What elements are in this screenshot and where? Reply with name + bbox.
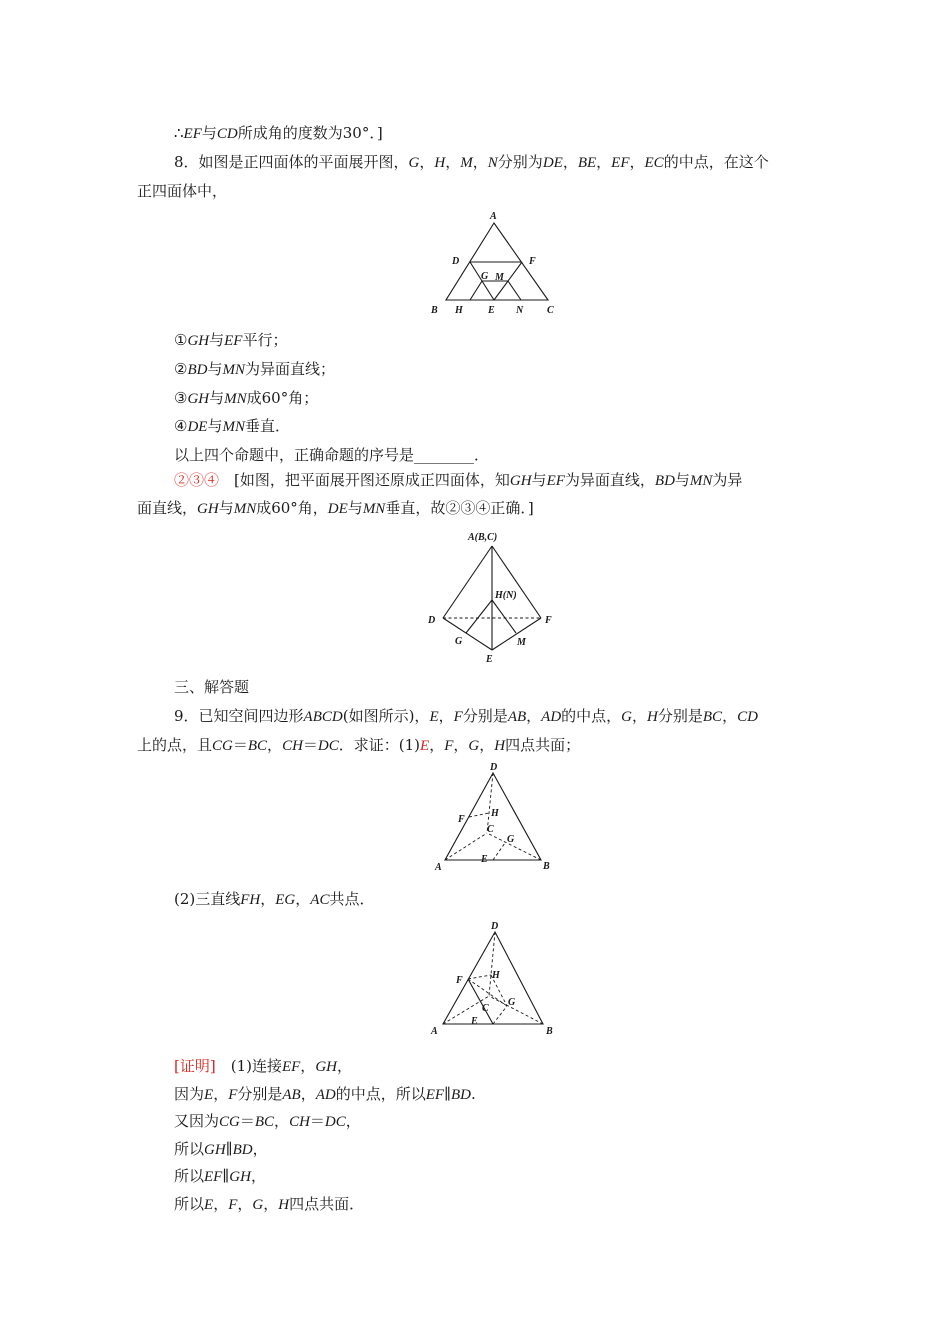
text-line xyxy=(174,330,287,351)
text-run: 所以 xyxy=(174,1140,205,1158)
text-run: ， xyxy=(237,1195,253,1213)
math-symbol: H xyxy=(647,709,658,725)
math-symbol: EG xyxy=(275,892,296,908)
text-run: ， xyxy=(252,1140,268,1158)
text-run: 正四面体中， xyxy=(137,182,228,200)
text-line xyxy=(174,445,489,465)
math-symbol: BE xyxy=(577,155,597,171)
quad1-label-h: H xyxy=(491,808,499,819)
quad2-label-e: E xyxy=(471,1016,478,1027)
text-run: ∥ xyxy=(222,1167,230,1185)
math-symbol: F xyxy=(453,709,463,725)
tetra-edge-af xyxy=(492,546,541,618)
math-symbol: EF xyxy=(425,1087,445,1103)
math-symbol: DC xyxy=(324,1114,346,1130)
math-symbol: M xyxy=(460,155,473,171)
text-run: ， xyxy=(562,153,578,171)
math-symbol: AB xyxy=(507,709,527,725)
text-run: 又因为 xyxy=(174,1112,220,1130)
math-symbol: AD xyxy=(541,709,562,725)
math-symbol: G xyxy=(252,1197,264,1213)
math-symbol: G xyxy=(468,738,480,754)
quad1-edge-fh xyxy=(469,813,489,817)
answer-mark: ②③④ xyxy=(174,471,220,489)
math-symbol: E xyxy=(204,1087,214,1103)
quad2-label-a: A xyxy=(431,1026,438,1037)
text-line xyxy=(174,677,249,697)
math-symbol: MN xyxy=(233,501,257,517)
text-line xyxy=(174,1056,352,1077)
text-run: ， xyxy=(300,1085,316,1103)
math-symbol: GH xyxy=(197,501,219,517)
quad1-label-e: E xyxy=(481,854,488,865)
math-symbol: AD xyxy=(315,1087,336,1103)
text-run: 的中点， xyxy=(561,707,622,725)
text-run: 四点共面． xyxy=(289,1195,365,1213)
text-run: ， xyxy=(419,153,435,171)
text-run: . xyxy=(471,1085,476,1103)
text-run: 成60°角； xyxy=(246,389,319,407)
net-label-a: A xyxy=(490,211,497,222)
text-run: ∴ xyxy=(174,124,184,142)
math-symbol: DE xyxy=(187,419,208,435)
math-symbol: CD xyxy=(737,709,758,725)
net-label-h: H xyxy=(455,305,463,316)
text-run: ， xyxy=(445,153,461,171)
text-run: 分别是 xyxy=(462,707,508,725)
text-run: 所成角的度数为30°．] xyxy=(237,124,383,142)
quad2-edge-fg xyxy=(468,979,507,1006)
tetra-edge-hg xyxy=(466,600,492,633)
text-run: ， xyxy=(453,736,469,754)
math-symbol: DE xyxy=(542,155,563,171)
quad2-label-c: C xyxy=(482,1003,489,1014)
net-label-e: E xyxy=(488,305,495,316)
tetra-edge-hm xyxy=(492,600,516,633)
text-run: 与 xyxy=(207,417,223,435)
text-run: ∥ xyxy=(225,1140,233,1158)
text-run: 所以 xyxy=(174,1167,205,1185)
text-run: ＝ xyxy=(302,736,318,754)
quad2-edge-bc xyxy=(489,996,543,1024)
text-run: ∥ xyxy=(444,1085,452,1103)
math-symbol: CD xyxy=(216,126,238,142)
text-run: ， xyxy=(632,707,648,725)
text-run: ③ xyxy=(174,389,188,407)
text-run: 为异面直线， xyxy=(564,471,655,489)
math-symbol: GH xyxy=(315,1059,337,1075)
text-run: 分别是 xyxy=(657,707,703,725)
net-label-b: B xyxy=(431,305,438,316)
text-run: ＝ xyxy=(232,736,248,754)
text-run: ， xyxy=(274,1112,290,1130)
text-run: [如图，把平面展开图还原成正四面体，知 xyxy=(219,471,510,489)
text-run: ， xyxy=(213,1085,229,1103)
text-line xyxy=(174,1166,266,1187)
tetra-label-h: H(N) xyxy=(495,590,517,601)
text-line xyxy=(137,735,580,756)
tetra-label-d: D xyxy=(428,615,436,626)
quad1-label-b: B xyxy=(543,861,550,872)
math-symbol: MN xyxy=(224,391,247,407)
quad1-label-a: A xyxy=(435,862,442,873)
text-run: ， xyxy=(336,1057,352,1075)
quad1-edge-eg xyxy=(493,843,505,860)
math-symbol: EF xyxy=(546,473,565,489)
text-run: (如图所示)， xyxy=(342,707,430,725)
text-run: ， xyxy=(263,1195,279,1213)
text-run: ， xyxy=(213,1195,229,1213)
math-symbol: BD xyxy=(187,362,208,378)
math-symbol: AB xyxy=(282,1087,301,1103)
math-symbol: BC xyxy=(702,709,723,725)
quad2-label-b: B xyxy=(546,1026,553,1037)
math-symbol: CG xyxy=(219,1114,240,1130)
net-label-m: M xyxy=(495,272,504,283)
quad2-label-f: F xyxy=(456,975,463,986)
math-symbol: G xyxy=(621,709,633,725)
text-run: ， xyxy=(438,707,454,725)
text-run: ＝ xyxy=(309,1112,325,1130)
text-run: (2)三直线 xyxy=(174,890,241,908)
quad2-label-d: D xyxy=(491,921,499,932)
text-run: 与 xyxy=(218,499,234,517)
text-run: ， xyxy=(295,890,311,908)
math-symbol: E xyxy=(429,709,439,725)
math-symbol: H xyxy=(494,738,506,754)
text-run: ， xyxy=(345,1112,361,1130)
math-symbol: E xyxy=(204,1197,214,1213)
text-line xyxy=(174,1194,364,1215)
text-run: ， xyxy=(596,153,612,171)
text-run: 三、解答题 xyxy=(174,678,250,696)
text-run: (1)连接 xyxy=(215,1057,282,1075)
text-run: 为异面直线； xyxy=(244,360,335,378)
quad2-label-g: G xyxy=(508,997,516,1008)
text-line xyxy=(174,1139,268,1160)
math-symbol: H xyxy=(278,1197,290,1213)
quad2-edge-fh xyxy=(468,975,491,979)
text-run: ， xyxy=(267,736,283,754)
text-line xyxy=(137,498,534,519)
text-line xyxy=(174,416,290,437)
text-run: 垂直． xyxy=(244,417,290,435)
math-symbol: EF xyxy=(281,1059,301,1075)
text-run: ， xyxy=(629,153,645,171)
text-run: 以上四个命题中，正确命题的序号是________． xyxy=(174,446,490,464)
math-symbol: F xyxy=(228,1087,238,1103)
text-run: ， xyxy=(479,736,495,754)
math-symbol: ABCD xyxy=(303,709,343,725)
math-symbol: BC xyxy=(247,738,268,754)
math-symbol: BD xyxy=(232,1142,253,1158)
tetra-edge-de xyxy=(443,618,492,650)
text-run: 与 xyxy=(531,471,547,489)
net-label-c: C xyxy=(547,305,554,316)
net-label-g: G xyxy=(481,271,489,282)
text-run: 与 xyxy=(674,471,690,489)
text-run: 的中点，所以 xyxy=(335,1085,426,1103)
math-symbol: GH xyxy=(509,473,532,489)
math-symbol: EF xyxy=(224,333,243,349)
text-line xyxy=(174,1111,361,1132)
text-run: ④ xyxy=(174,417,188,435)
text-run: 共点． xyxy=(329,890,375,908)
text-run: 与 xyxy=(201,124,217,142)
math-symbol: BD xyxy=(451,1087,472,1103)
math-symbol: MN xyxy=(222,419,245,435)
text-run: 所以 xyxy=(174,1195,205,1213)
math-symbol: EC xyxy=(644,155,664,171)
tetra-edge-ad xyxy=(443,546,492,618)
text-run: 与 xyxy=(209,331,225,349)
answer-mark: [证明] xyxy=(174,1057,216,1075)
text-line xyxy=(174,470,742,491)
quad1-label-d: D xyxy=(490,762,498,773)
text-run: ， xyxy=(472,153,488,171)
text-line xyxy=(174,706,758,727)
math-symbol: DC xyxy=(317,738,339,754)
text-run: 垂直，故②③④正确．] xyxy=(385,499,534,517)
text-run: 因为 xyxy=(174,1085,205,1103)
text-line xyxy=(174,388,318,409)
text-line xyxy=(174,359,335,380)
text-run: ， xyxy=(250,1167,266,1185)
quad2-label-h: H xyxy=(492,970,500,981)
math-symbol: CH xyxy=(282,738,303,754)
text-run: ， xyxy=(526,707,542,725)
tetra-label-m: M xyxy=(517,637,526,648)
math-symbol: CH xyxy=(289,1114,310,1130)
text-line xyxy=(174,1084,476,1105)
text-run: ② xyxy=(174,360,188,378)
text-run: 8．如图是正四面体的平面展开图， xyxy=(174,153,409,171)
math-symbol: DE xyxy=(327,501,348,517)
text-run: ① xyxy=(174,331,188,349)
math-symbol: F xyxy=(228,1197,238,1213)
math-symbol: E xyxy=(420,738,430,754)
math-symbol: EF xyxy=(183,126,202,142)
text-run: 9．已知空间四边形 xyxy=(174,707,304,725)
math-symbol: H xyxy=(434,155,446,171)
net-edge-mn xyxy=(508,281,521,300)
text-run: ， xyxy=(260,890,276,908)
math-symbol: EF xyxy=(204,1169,223,1185)
text-run: 分别为 xyxy=(497,153,543,171)
text-run: ＝ xyxy=(239,1112,255,1130)
text-run: 与 xyxy=(209,389,225,407)
math-symbol: N xyxy=(487,155,498,171)
math-symbol: MN xyxy=(689,473,713,489)
quad1-label-c: C xyxy=(487,824,494,835)
tetra-label-f: F xyxy=(545,615,552,626)
quad1-label-g: G xyxy=(507,834,515,845)
quad1-label-f: F xyxy=(458,814,465,825)
text-run: 分别是 xyxy=(237,1085,283,1103)
text-run: ， xyxy=(300,1057,316,1075)
math-symbol: MN xyxy=(362,501,386,517)
text-run: 四点共面； xyxy=(505,736,581,754)
text-run: 与 xyxy=(347,499,363,517)
text-run: ， xyxy=(722,707,738,725)
math-symbol: GH xyxy=(187,333,210,349)
net-label-n: N xyxy=(516,305,524,316)
math-symbol: BD xyxy=(654,473,675,489)
text-run: 的中点，在这个 xyxy=(663,153,769,171)
net-label-f: F xyxy=(529,256,536,267)
quad2-edge-eg xyxy=(493,1006,507,1024)
math-symbol: F xyxy=(444,738,454,754)
tetra-label-a: A(B,C) xyxy=(468,532,498,543)
math-symbol: BC xyxy=(254,1114,275,1130)
text-run: 与 xyxy=(207,360,223,378)
text-run: 平行； xyxy=(242,331,288,349)
math-symbol: GH xyxy=(229,1169,251,1185)
text-run: 上的点，且 xyxy=(137,736,213,754)
math-symbol: CG xyxy=(212,738,233,754)
net-edge-gh xyxy=(470,281,482,300)
tetra-label-e: E xyxy=(486,654,493,665)
tetra-label-g: G xyxy=(455,636,463,647)
math-symbol: MN xyxy=(222,362,245,378)
text-run: 面直线， xyxy=(137,499,198,517)
math-symbol: EF xyxy=(611,155,630,171)
text-run: ．求证：(1) xyxy=(338,736,421,754)
text-run: 成60°角， xyxy=(256,499,328,517)
text-run: ， xyxy=(429,736,445,754)
net-label-d: D xyxy=(452,256,460,267)
math-symbol: GH xyxy=(187,391,210,407)
math-symbol: AC xyxy=(310,892,330,908)
text-line xyxy=(174,889,374,910)
math-symbol: FH xyxy=(240,892,261,908)
math-symbol: GH xyxy=(204,1142,226,1158)
text-run: 为异 xyxy=(712,471,743,489)
math-symbol: G xyxy=(408,155,420,171)
